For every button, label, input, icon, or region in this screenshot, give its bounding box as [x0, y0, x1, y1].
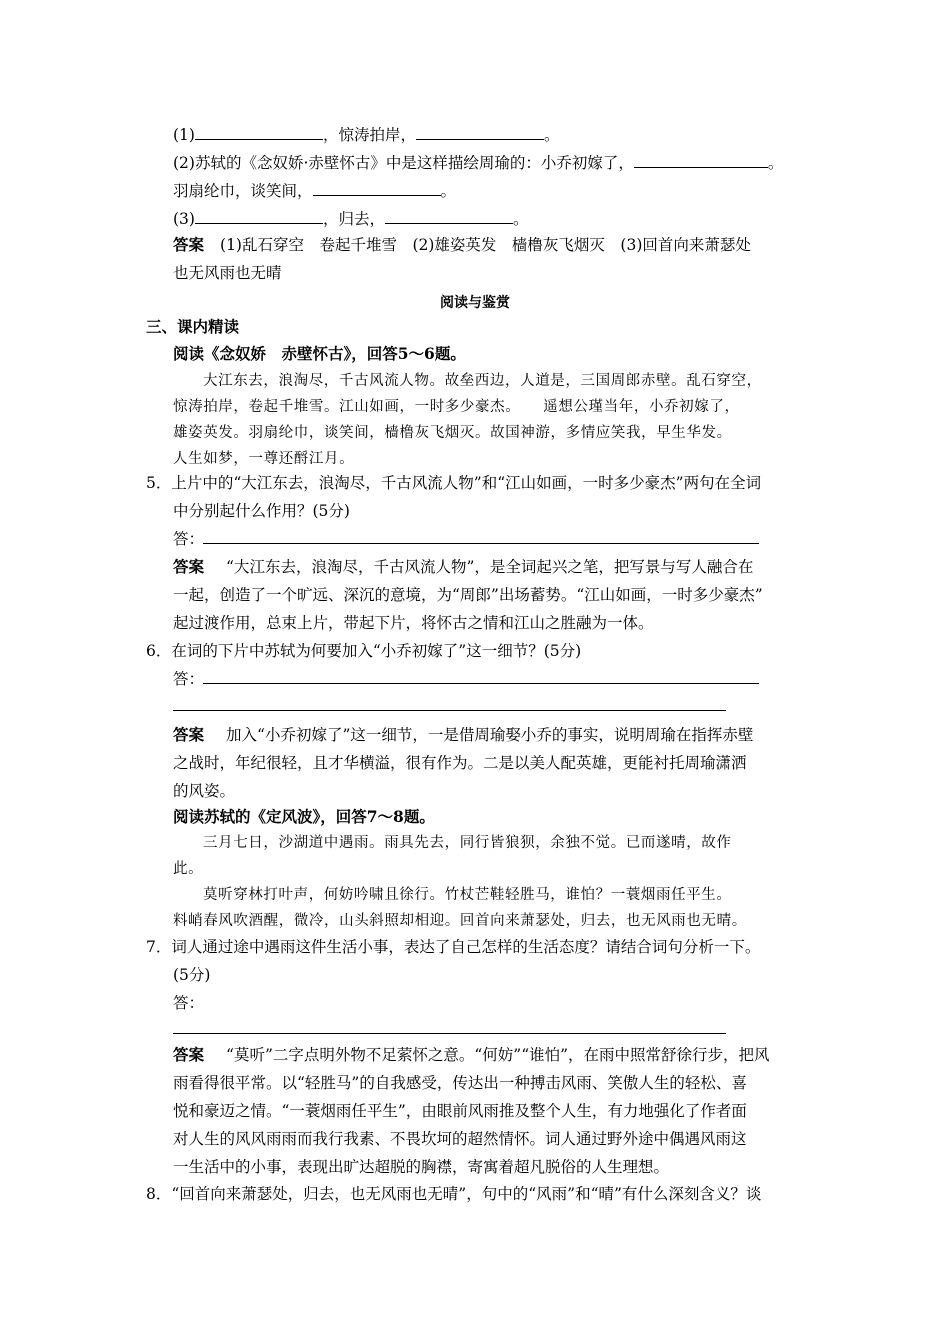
q7-answer-cont: 雨看得很平常。以“轻胜马”的自我感受，传达出一种搏击风雨、笑傲人生的轻松、喜 [173, 1074, 747, 1092]
question-6: 6．在词的下片中苏轼为何要加入“小乔初嫁了”这一细节？(5分) [146, 642, 582, 660]
answer-blank[interactable] [385, 207, 513, 224]
q6-answer-cont: 之战时，年纪很轻，且才华横溢，很有作为。二是以美人配英雄，更能衬托周瑜潇洒 [173, 754, 747, 772]
poem-line: 雄姿英发。羽扇纶巾，谈笑间，樯橹灰飞烟灭。故国神游，多情应笑我，早生华发。 [173, 425, 732, 441]
answer-line[interactable] [203, 543, 759, 544]
fill-question-2-cont: 羽扇纶巾，谈笑间， 。 [173, 179, 456, 202]
answer-blank[interactable] [195, 123, 323, 140]
q5-answer-cont: 一起，创造了一个旷远、深沉的意境，为“周郎”出场蓄势。“江山如画，一时多少豪杰” [173, 586, 763, 604]
fill-question-3: (3) ，归去， 。 [173, 207, 529, 230]
fill-question-1: (1) ，惊涛拍岸， 。 [173, 123, 560, 146]
answer-blank[interactable] [634, 151, 768, 168]
answer-line[interactable] [173, 1033, 726, 1034]
q7-answer-cont: 一生活中的小事，表现出旷达超脱的胸襟，寄寓着超凡脱俗的人生理想。 [173, 1158, 670, 1176]
fill-answer: 答案 (1)乱石穿空 卷起千堆雪 (2)雄姿英发 樯橹灰飞烟灭 (3)回首向来萧瑟处 [173, 235, 751, 254]
answer-label: 答案 [173, 1045, 205, 1064]
q6-answer-cont: 的风姿。 [173, 782, 236, 800]
q6-answer: 答案 加入“小乔初嫁了”这一细节，一是借周瑜娶小乔的事实，说明周瑜在指挥赤壁 [173, 725, 754, 744]
question-7-cont: (5分) [173, 966, 211, 984]
poem-line: 惊涛拍岸，卷起千堆雪。江山如画，一时多少豪杰。 遥想公瑾当年，小乔初嫁了， [173, 399, 740, 415]
reading-intro-2: 阅读苏轼的《定风波》，回答7～8题。 [173, 807, 435, 826]
question-5: 5．上片中的“大江东去，浪淘尽，千古风流人物”和“江山如画，一时多少豪杰”两句在全词 [146, 474, 762, 492]
question-8: 8．“回首向来萧瑟处，归去，也无风雨也无晴”，句中的“风雨”和“晴”有什么深刻含义？谈 [146, 1185, 762, 1203]
answer-blank[interactable] [313, 179, 441, 196]
question-5-cont: 中分别起什么作用？(5分) [173, 502, 350, 520]
answer-blank[interactable] [195, 207, 323, 224]
poem-preface: 三月七日，沙湖道中遇雨。雨具先去，同行皆狼狈，余独不觉。已而遂晴，故作 [203, 835, 732, 851]
fill-answer-cont: 也无风雨也无晴 [173, 264, 282, 282]
q7-answer-cont: 对人生的风风雨雨而我行我素、不畏坎坷的超然情怀。词人通过野外途中偶遇风雨这 [173, 1130, 747, 1148]
answer-label: 答案 [173, 557, 205, 576]
section-title: 阅读与鉴赏 [440, 295, 510, 311]
answer-line[interactable] [173, 710, 726, 711]
poem-preface-cont: 此。 [173, 861, 204, 877]
answer-prompt: 答： [173, 994, 205, 1012]
answer-label: 答案 [173, 725, 205, 744]
answer-line[interactable] [203, 683, 759, 684]
poem-line: 大江东去，浪淘尽，千古风流人物。故垒西边，人道是，三国周郎赤壁。乱石穿空， [203, 373, 762, 389]
answer-label: 答案 [173, 235, 205, 254]
q5-answer-cont: 起过渡作用，总束上片，带起下片，将怀古之情和江山之胜融为一体。 [173, 614, 654, 632]
answer-prompt: 答： [173, 530, 205, 548]
reading-intro-1: 阅读《念奴娇 赤壁怀古》，回答5～6题。 [173, 344, 466, 363]
fill-question-2: (2)苏轼的《念奴娇·赤壁怀古》中是这样描绘周瑜的：小乔初嫁了， 。 [173, 151, 783, 174]
q7-answer-cont: 悦和豪迈之情。“一蓑烟雨任平生”，由眼前风雨推及整个人生，有力地强化了作者面 [173, 1102, 747, 1120]
poem-line: 料峭春风吹酒醒，微冷，山头斜照却相迎。回首向来萧瑟处，归去，也无风雨也无晴。 [173, 913, 747, 929]
answer-blank[interactable] [416, 123, 544, 140]
part-heading: 三、课内精读 [146, 317, 240, 336]
question-7: 7．词人通过途中遇雨这件生活小事，表达了自己怎样的生活态度？请结合词句分析一下。 [146, 938, 761, 956]
poem-line: 人生如梦，一尊还酹江月。 [173, 451, 355, 467]
answer-prompt: 答： [173, 670, 205, 688]
q5-answer: 答案 “大江东去，浪淘尽，千古风流人物”，是全词起兴之笔，把写景与写人融合在 [173, 557, 754, 576]
poem-line: 莫听穿林打叶声，何妨吟啸且徐行。竹杖芒鞋轻胜马，谁怕？一蓑烟雨任平生。 [203, 887, 732, 903]
q7-answer: 答案 “莫听”二字点明外物不足萦怀之意。“何妨”“谁怕”，在雨中照常舒徐行步，把风 [173, 1045, 770, 1064]
